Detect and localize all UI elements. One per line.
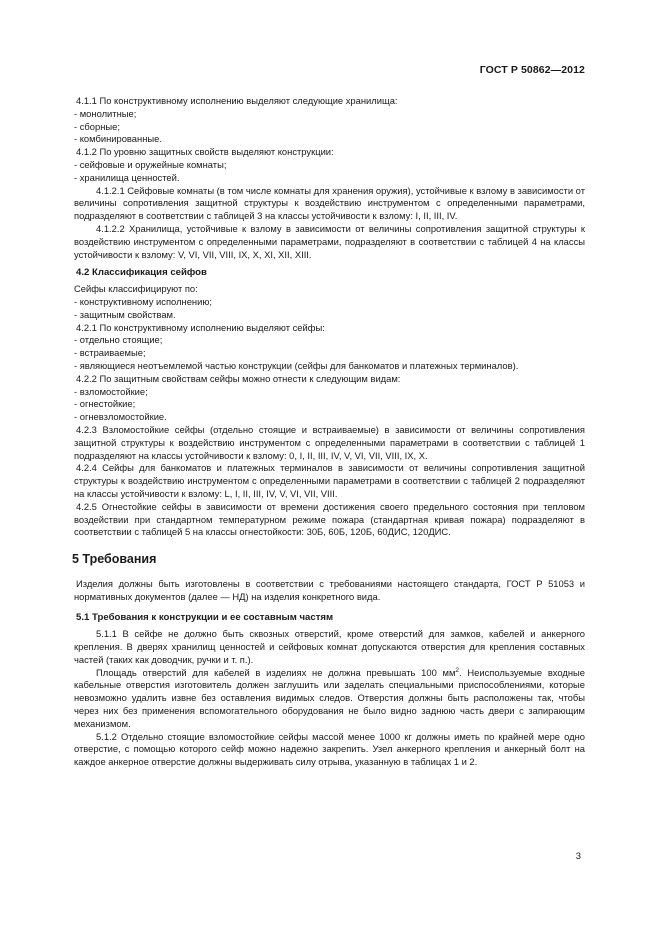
list-item: - отдельно стоящие; — [74, 334, 163, 346]
list-item: - защитным свойствам. — [74, 308, 176, 320]
superscript: 2 — [455, 666, 460, 674]
document-header: ГОСТ Р 50862—2012 — [479, 64, 585, 76]
paragraph-text: . Неиспользуемые входные кабельные отверстия изготовитель должен заглушить или заделать специальными приспособлениями, которые невозможно удалить извне без оставления видимых следов. Отверстия должны быть расположены так, чтобы через них без применения вспомогательного оборудования не было видно заднюю часть двери с запирающим механизмом. — [74, 666, 585, 729]
list-item: - конструктивному исполнению; — [74, 295, 212, 307]
section-heading-5-1: 5.1 Требования к конструкции и ее составным частям — [76, 612, 334, 624]
paragraph: 5.1.2 Отдельно стоящие взломостойкие сейфы массой менее 1000 кг должны иметь по крайней мере одно отверстие, с помощью которого сейф можно надежно закрепить. Узел анкерного крепления и анкерный болт на каждое анкерное отверстие должны выдерживать силу отрыва, указанную в таблицах 1 и 2. — [74, 730, 585, 768]
paragraph — [74, 667, 585, 731]
list-item: - комбинированные. — [74, 133, 162, 145]
paragraph: 4.1.2.2 Хранилища, устойчивые к взлому в зависимости от величины сопротивления защитной структуры к воздействию инструментом с определенными параметрами, подразделяют в соответствии с таблицей 4 на классы устойчивости к взлому: V, VI, VII, VIII, IX, X, XI, XII, XIII. — [74, 222, 585, 260]
paragraph: 4.2.3 Взломостойкие сейфы (отдельно стоящие и встраиваемые) в зависимости от величины сопротивления защитной структуры к воздействию инструментом с определенными параметрами в соответствии с таблицей 1 подразделяют на классы устойчивости к взлому: 0, I, II, III, IV, V, VI, VII, VIII, IX, X. — [74, 423, 585, 461]
list-item: - встраиваемые; — [74, 347, 146, 359]
paragraph: Сейфы классифицируют по: — [74, 283, 198, 295]
paragraph: 4.2.2 По защитным свойствам сейфы можно отнести к следующим видам: — [76, 372, 401, 384]
section-heading-5: 5 Требования — [72, 552, 157, 567]
list-item: - огневзломостойкие. — [74, 411, 167, 423]
document-body — [74, 95, 585, 769]
paragraph: 4.1.1 По конструктивному исполнению выделяют следующие хранилища: — [76, 95, 398, 106]
paragraph: 4.2.4 Сейфы для банкоматов и платежных терминалов в зависимости от величины сопротивления защитной структуры к воздействию инструментом с определенными параметрами в соответствии с таблицей 2 подразделяют на классы устойчивости к взлому: L, I, II, III, IV, V, VI, VII, VIII. — [74, 462, 585, 499]
list-item: - монолитные; — [74, 107, 137, 119]
list-item: - являющиеся неотъемлемой частью конструкции (сейфы для банкоматов и платежных терминалов). — [74, 359, 519, 371]
paragraph-text: Площадь отверстий для кабелей в изделиях не должна превышать 100 мм — [96, 666, 456, 678]
paragraph: Изделия должны быть изготовлены в соответствии с требованиями настоящего стандарта, ГОСТ Р 51053 и нормативных документов (далее — НД) на изделия конкретного вида. — [74, 577, 585, 602]
list-item: - огнестойкие; — [74, 398, 136, 410]
paragraph: 4.2.1 По конструктивному исполнению выделяют сейфы: — [76, 321, 325, 333]
paragraph: 4.2.5 Огнестойкие сейфы в зависимости от времени достижения своего предельного состояния при тепловом воздействии при стандартном температурном режиме пожара (стандартная кривая пожара) подразделяют в соответствии с таблицей 5 на классы огнестойкости: 30Б, 60Б, 120Б, 60ДИС, 120ДИС. — [74, 500, 585, 538]
list-item: - сборные; — [74, 120, 120, 132]
list-item: - сейфовые и оружейные комнаты; — [74, 158, 227, 170]
paragraph: 5.1.1 В сейфе не должно быть сквозных отверстий, кроме отверстий для замков, кабелей и анкерного крепления. В дверях хранилищ ценностей и сейфовых комнат допускаются отверстия для крепления составных частей (таких как доводчик, ручки и т. п.). — [74, 628, 585, 665]
list-item: - хранилища ценностей. — [74, 171, 180, 183]
paragraph: 4.1.2 По уровню защитных свойств выделяют конструкции: — [76, 146, 334, 158]
paragraph: 4.1.2.1 Сейфовые комнаты (в том числе комнаты для хранения оружия), устойчивые к взлому в зависимости от величины сопротивления защитной структуры к воздействию инструментом с определенными параметрами, подразделяют в соответствии с таблицей 3 на классы устойчивости к взлому: I, II, III, IV. — [74, 184, 585, 222]
list-item: - взломостойкие; — [74, 385, 148, 397]
page-number: 3 — [575, 851, 581, 862]
section-heading-4-2: 4.2 Классификация сейфов — [76, 267, 207, 279]
